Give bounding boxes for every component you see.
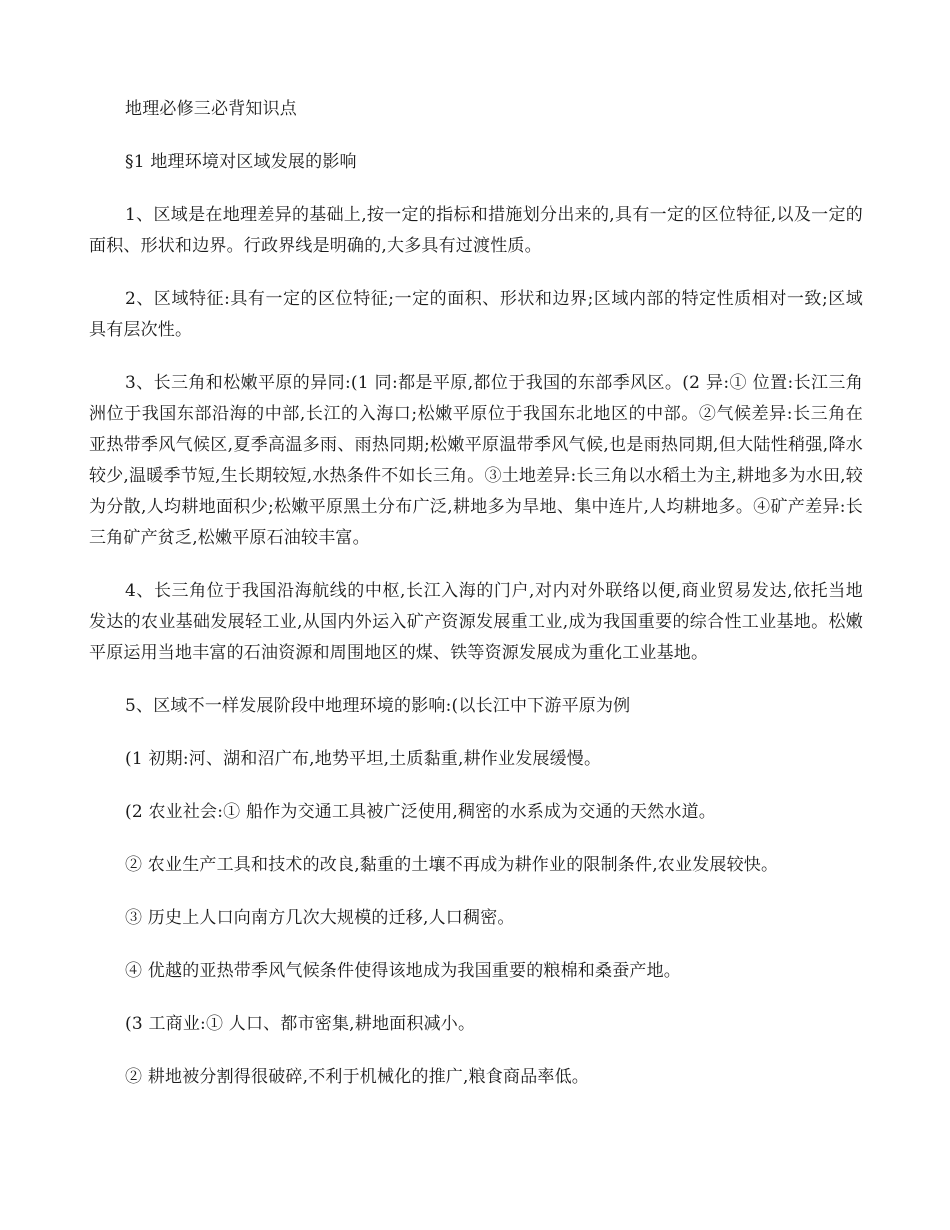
paragraph-5-3: (3 工商业:① 人口、都市密集,耕地面积减小。 bbox=[125, 1014, 476, 1034]
paragraph-5-2-b: ② 农业生产工具和技术的改良,黏重的土壤不再成为耕作业的限制条件,农业发展较快。 bbox=[125, 855, 779, 875]
paragraph-5-2: (2 农业社会:① 船作为交通工具被广泛使用,稠密的水系成为交通的天然水道。 bbox=[125, 802, 716, 822]
paragraph-5-2-c: ③ 历史上人口向南方几次大规模的迁移,人口稠密。 bbox=[125, 908, 515, 928]
document-title: 地理必修三必背知识点 bbox=[125, 99, 297, 119]
paragraph-4: 4、长三角位于我国沿海航线的中枢,长江入海的门户,对内对外联络以便,商业贸易发达,依托当地发达的农业基础发展轻工业,从国内外运入矿产资源发展重工业,成为我国重要的综合性工业基地。松嫩平原运用当地丰富的石油资源和周围地区的煤、铁等资源发展成为重化工业基地。 bbox=[89, 581, 863, 663]
paragraph-1: 1、区域是在地理差异的基础上,按一定的指标和措施划分出来的,具有一定的区位特征,以及一定的面积、形状和边界。行政界线是明确的,大多具有过渡性质。 bbox=[89, 205, 863, 256]
paragraph-5-2-d: ④ 优越的亚热带季风气候条件使得该地成为我国重要的粮棉和桑蚕产地。 bbox=[125, 961, 682, 981]
paragraph-5: 5、区域不一样发展阶段中地理环境的影响:(以长江中下游平原为例 bbox=[125, 696, 631, 716]
paragraph-5-1: (1 初期:河、湖和沼广布,地势平坦,土质黏重,耕作业发展缓慢。 bbox=[125, 749, 602, 769]
paragraph-2: 2、区域特征:具有一定的区位特征;一定的面积、形状和边界;区域内部的特定性质相对一致;区域具有层次性。 bbox=[89, 289, 863, 340]
paragraph-5-3-b: ② 耕地被分割得很破碎,不利于机械化的推广,粮食商品率低。 bbox=[125, 1067, 590, 1087]
paragraph-3: 3、长三角和松嫩平原的异同:(1 同:都是平原,都位于我国的东部季风区。(2 异:① 位置:长江三角洲位于我国东部沿海的中部,长江的入海口;松嫩平原位于我国东北地区的中部。②气候差异:长三角在亚热带季风气候区,夏季高温多雨、雨热同期;松嫩平原温带季风气候,也是雨热同期,但大陆性稍强,降水较少,温暖季节短,生长期较短,水热条件不如长三角。③土地差异:长三角以水稻土为主,耕地多为水田,较为分散,人均耕地面积少;松嫩平原黑土分布广泛,耕地多为旱地、集中连片,人均耕地多。④矿产差异:长三角矿产贫乏,松嫩平原石油较丰富。 bbox=[89, 373, 863, 548]
section-heading: §1 地理环境对区域发展的影响 bbox=[125, 152, 357, 172]
document-body bbox=[89, 94, 863, 1115]
